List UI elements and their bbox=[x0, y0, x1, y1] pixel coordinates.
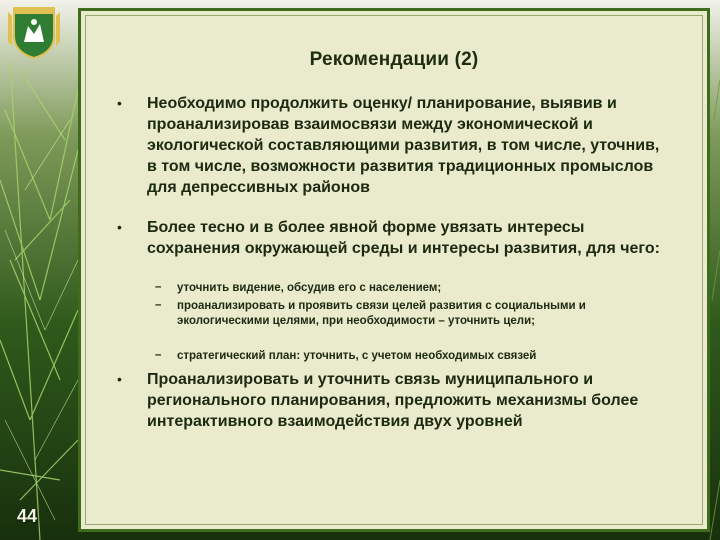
bullet-item-2: Более тесно и в более явной форме увязать интересы сохранения окружающей среды и интересы развития, для чего: bbox=[147, 219, 660, 257]
dash-2: – bbox=[155, 299, 162, 311]
bullet-3: • bbox=[117, 371, 122, 387]
coat-of-arms-icon bbox=[6, 2, 62, 60]
dash-3: – bbox=[155, 349, 162, 361]
sub-item-1: уточнить видение, обсудив его с населением; bbox=[177, 282, 442, 294]
bullet-item-1: Необходимо продолжить оценку/ планирование, выявив и проанализировав взаимосвязи между экономической и экологической составляющими развития, в том числе, уточнив, в том числе, возможности развития традиционных промыслов для депрессивных районов bbox=[147, 95, 660, 196]
sub-item-2: проанализировать и проявить связи целей развития с социальными и экологическими целями, при необходимости – уточнить цели; bbox=[177, 300, 586, 327]
bullet-2: • bbox=[117, 219, 122, 235]
bullet-item-3: Проанализировать и уточнить связь муниципального и регионального планирования, предложить механизмы более интерактивного взаимодействия двух уровней bbox=[147, 371, 639, 430]
slide-content bbox=[81, 11, 707, 529]
content-panel bbox=[78, 8, 710, 532]
slide-title: Рекомендации (2) bbox=[309, 49, 479, 70]
bullet-1: • bbox=[117, 95, 122, 111]
page-number: 44 bbox=[17, 506, 38, 526]
sub-item-3: стратегический план: уточнить, с учетом необходимых связей bbox=[177, 350, 537, 362]
dash-1: – bbox=[155, 281, 162, 293]
